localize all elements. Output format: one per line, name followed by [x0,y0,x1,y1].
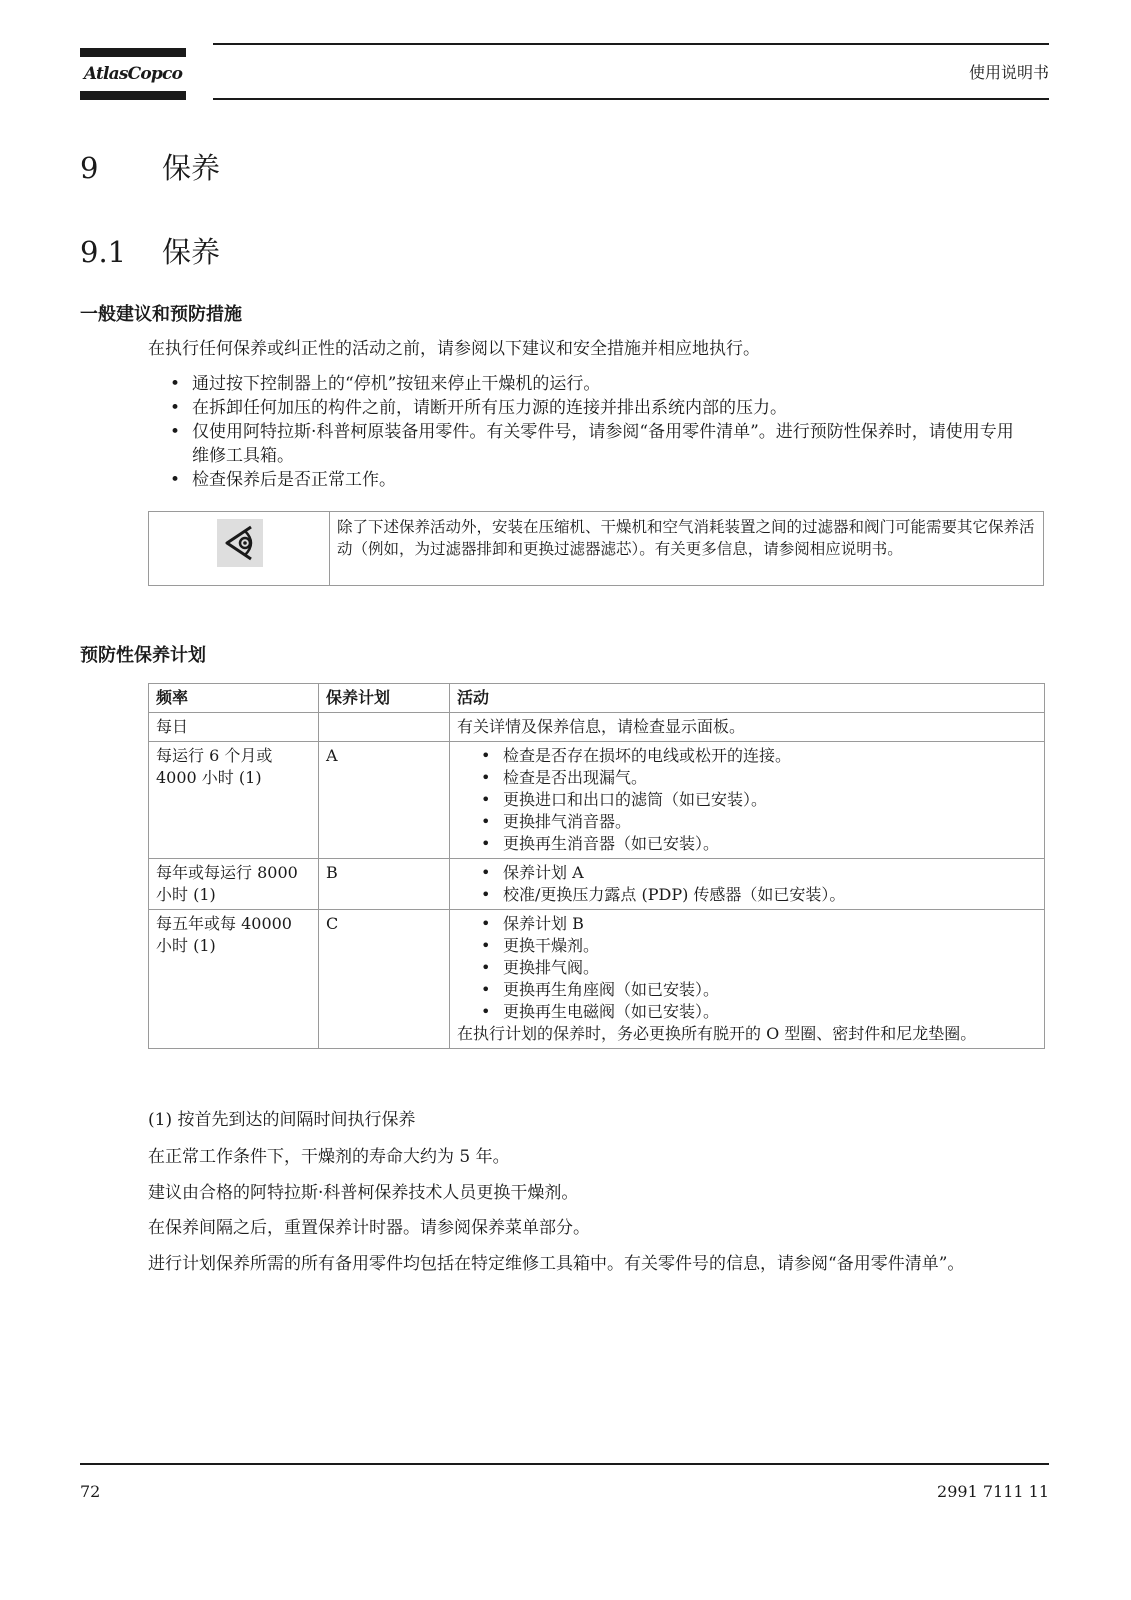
plan-cell: B [319,859,450,910]
table-row [149,742,1045,859]
list-item: • 保养计划 A [457,862,1037,884]
general-subtitle: 一般建议和预防措施 [80,304,242,325]
note-icon-cell [149,512,330,585]
section-heading [80,232,220,272]
activity-list [457,862,1037,906]
note-desiccant-replace: 建议由合格的阿特拉斯·科普柯保养技术人员更换干燥剂。 [148,1183,579,1203]
list-item: • 更换排气消音器。 [457,811,1037,833]
maintenance-schedule-table [148,683,1045,1049]
list-item: • 更换排气阀。 [457,957,1037,979]
section-title: 保养 [162,235,221,269]
table-header-row [149,684,1045,713]
activity-cell [450,910,1045,1049]
document-type: 使用说明书 [968,63,1049,82]
activity-cell [450,859,1045,910]
note-spare-parts: 进行计划保养所需的所有备用零件均包括在特定维修工具箱中。有关零件号的信息，请参阅“备用零件清单”。 [148,1254,965,1274]
activity-text: 有关详情及保养信息，请检查显示面板。 [457,717,746,736]
note-box [148,511,1044,586]
atlas-copco-logo [80,48,186,100]
list-item: • 校准/更换压力露点 (PDP) 传感器（如已安装）。 [457,884,1037,906]
table-row [149,713,1045,742]
list-item: • 更换干燥剂。 [457,935,1037,957]
frequency-cell: 每年或每运行 8000 小时 (1) [149,859,319,910]
frequency-cell: 每运行 6 个月或 4000 小时 (1) [149,742,319,859]
note-reset-timer: 在保养间隔之后，重置保养计时器。请参阅保养菜单部分。 [148,1218,590,1238]
general-intro: 在执行任何保养或纠正性的活动之前，请参阅以下建议和安全措施并相应地执行。 [148,339,760,359]
table-row [149,910,1045,1049]
list-item: • 更换再生消音器（如已安装）。 [457,833,1037,855]
header-rule-bottom [213,98,1049,100]
list-item: • 更换进口和出口的滤筒（如已安装）。 [457,789,1037,811]
chapter-number: 9 [80,151,99,185]
plan-cell: C [319,910,450,1049]
plan-cell [319,713,450,742]
logo-bar-bottom [80,91,186,100]
chapter-title: 保养 [162,151,221,185]
footnote-interval: (1) 按首先到达的间隔时间执行保养 [148,1110,416,1130]
column-header-frequency: 频率 [149,684,319,713]
note-text: 除了下述保养活动外，安装在压缩机、干燥机和空气消耗装置之间的过滤器和阀门可能需要其它保养活动（例如，为过滤器排卸和更换过滤器滤芯）。有关更多信息，请参阅相应说明书。 [337,518,1035,558]
activity-list [457,913,1037,1023]
list-item: • 检查是否存在损坏的电线或松开的连接。 [457,745,1037,767]
activity-footnote: 在执行计划的保养时，务必更换所有脱开的 O 型圈、密封件和尼龙垫圈。 [457,1024,977,1043]
plan-cell: A [319,742,450,859]
frequency-cell: 每日 [149,713,319,742]
document-number: 2991 7111 11 [937,1482,1049,1501]
list-item: • 检查是否出现漏气。 [457,767,1037,789]
list-item: • 仅使用阿特拉斯·科普柯原装备用零件。有关零件号，请参阅“备用零件清单”。进行预防性保养时，请使用专用维修工具箱。 [148,420,1028,468]
header-rule-top [213,43,1049,45]
table-row [149,859,1045,910]
eye-icon [217,519,263,567]
footer-rule [80,1463,1049,1465]
list-item: • 更换再生角座阀（如已安装）。 [457,979,1037,1001]
logo-wordmark: AtlasCopco [83,64,183,84]
column-header-plan: 保养计划 [319,684,450,713]
schedule-subtitle: 预防性保养计划 [80,645,206,666]
activity-cell [450,713,1045,742]
page-number: 72 [80,1482,101,1501]
column-header-activity: 活动 [450,684,1045,713]
list-item: • 更换再生电磁阀（如已安装）。 [457,1001,1037,1023]
chapter-heading [80,148,220,188]
note-desiccant-life: 在正常工作条件下，干燥剂的寿命大约为 5 年。 [148,1147,510,1167]
general-bullet-list [148,372,1028,492]
list-item: • 在拆卸任何加压的构件之前，请断开所有压力源的连接并排出系统内部的压力。 [148,396,1028,420]
activity-list [457,745,1037,855]
list-item: • 保养计划 B [457,913,1037,935]
activity-cell [450,742,1045,859]
frequency-cell: 每五年或每 40000 小时 (1) [149,910,319,1049]
list-item: • 通过按下控制器上的“停机”按钮来停止干燥机的运行。 [148,372,1028,396]
logo-bar-top [80,48,186,57]
section-number: 9.1 [80,235,127,269]
list-item: • 检查保养后是否正常工作。 [148,468,1028,492]
